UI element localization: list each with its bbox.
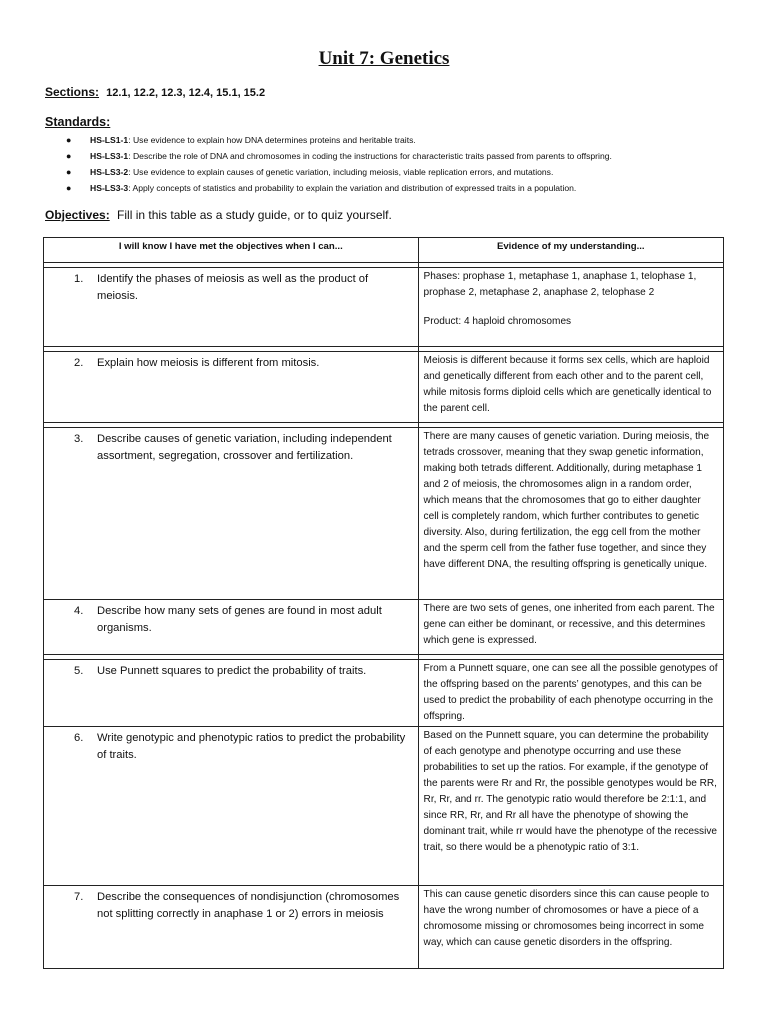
standard-text: : Describe the role of DNA and chromosomes in coding the instructions for characteristic traits passed from parents to offspring. — [128, 151, 612, 161]
header-evidence: Evidence of my understanding... — [418, 238, 723, 263]
standard-code: HS-LS3-2 — [90, 167, 129, 177]
bullet-icon: ● — [66, 167, 72, 177]
row-number: 6. — [74, 732, 84, 744]
row-number: 7. — [74, 891, 84, 903]
evidence-text: This can cause genetic disorders since this can cause people to have the wrong number of chromosomes or have a piece of a chromosome missing or chromosomes being incorrect in some way, which can cause genetic disorders in the offspring. — [423, 889, 710, 948]
objective-text: Use Punnett squares to predict the probability of traits. — [97, 665, 367, 677]
bullet-icon: ● — [66, 135, 72, 145]
evidence-text: Product: 4 haploid chromosomes — [423, 316, 572, 327]
table-row — [44, 660, 724, 727]
evidence-cell — [418, 727, 723, 886]
standard-item — [66, 148, 756, 164]
header-objectives: I will know I have met the objectives when I can... — [44, 238, 419, 263]
objective-cell — [44, 660, 419, 727]
standards-list — [66, 132, 756, 196]
standard-item — [66, 180, 756, 196]
objective-cell — [44, 428, 419, 600]
page-title: Unit 7: Genetics — [318, 48, 450, 69]
objective-text: Identify the phases of meiosis as well as the product of meiosis. — [97, 273, 369, 302]
evidence-text: Phases: prophase 1, metaphase 1, anaphase 1, telophase 1, prophase 2, metaphase 2, anaphase 2, telophase 2 — [423, 271, 697, 298]
objectives-table — [43, 237, 724, 969]
objectives-line — [45, 208, 392, 222]
objective-cell — [44, 268, 419, 347]
objectives-text: Fill in this table as a study guide, or to quiz yourself. — [117, 208, 392, 222]
objective-cell — [44, 886, 419, 969]
sections-line — [45, 85, 265, 99]
table-row — [44, 428, 724, 600]
standard-text: : Use evidence to explain causes of genetic variation, including meiosis, viable replication errors, and mutations. — [128, 167, 554, 177]
standard-code: HS-LS3-1 — [90, 151, 129, 161]
evidence-cell — [418, 352, 723, 423]
standard-text: : Apply concepts of statistics and probability to explain the variation and distribution of expressed traits in a population. — [128, 183, 577, 193]
row-number: 1. — [74, 273, 84, 285]
evidence-cell — [418, 428, 723, 600]
standard-item — [66, 132, 756, 148]
table-row — [44, 600, 724, 655]
objective-text: Describe how many sets of genes are found in most adult organisms. — [97, 605, 382, 634]
objective-cell — [44, 352, 419, 423]
row-number: 4. — [74, 605, 84, 617]
table-row — [44, 268, 724, 347]
standard-code: HS-LS3-3 — [90, 183, 129, 193]
row-number: 2. — [74, 357, 84, 369]
standard-code: HS-LS1-1 — [90, 135, 129, 145]
standard-text: : Use evidence to explain how DNA determines proteins and heritable traits. — [128, 135, 416, 145]
row-number: 3. — [74, 433, 84, 445]
evidence-text: There are many causes of genetic variation. During meiosis, the tetrads crossover, meaning that they swap genetic information, making both tetrads different. Additionally, during metaphase 1 and 2 of meiosis, the chromosomes align in a random order, which means that the chromosomes that go to either daughter cell is completely random, which further contributes to genetic diversity. Also, during fertilization, the egg cell from the mother and the sperm cell from the father fuse together, and since they have different DNA, the resulting offspring is genetically unique. — [423, 431, 710, 570]
sections-label: Sections: — [45, 85, 100, 99]
sections-value: 12.1, 12.2, 12.3, 12.4, 15.1, 15.2 — [106, 87, 266, 99]
evidence-text: Meiosis is different because it forms sex cells, which are haploid and genetically different from each other and to the parent cell, while mitosis forms diploid cells which are genetically identical to the parent cell. — [423, 355, 712, 414]
evidence-text: There are two sets of genes, one inherited from each parent. The gene can either be dominant, or recessive, and this determines which gene is expressed. — [423, 603, 715, 646]
table-row — [44, 352, 724, 423]
objectives-label: Objectives: — [45, 208, 110, 222]
objective-text: Write genotypic and phenotypic ratios to predict the probability of traits. — [97, 732, 406, 761]
evidence-text: Based on the Punnett square, you can determine the probability of each genotype and phenotype occurring and use these probabilities to set up the ratios. For example, if the genotype of the parents were Rr and Rr, the possible genotypes would be RR, Rr, Rr, and rr. The genotypic ratio would therefore be 2:1:1, and since RR, Rr, and Rr all have the phenotype of showing the dominant trait, while rr would have the phenotype of the recessive trait, so there would be a phenotypic ratio of 3:1. — [423, 730, 717, 853]
bullet-icon: ● — [66, 183, 72, 193]
evidence-text: From a Punnett square, one can see all the possible genotypes of the offspring based on the parents’ genotypes, and this can be used to predict the probability of each phenotype occurring in the offspring. — [423, 663, 718, 722]
standard-item — [66, 164, 756, 180]
standards-label: Standards: — [45, 115, 111, 129]
objective-cell — [44, 727, 419, 886]
row-number: 5. — [74, 665, 84, 677]
objective-text: Explain how meiosis is different from mitosis. — [97, 357, 320, 369]
evidence-cell — [418, 600, 723, 655]
objective-text: Describe the consequences of nondisjunction (chromosomes not splitting correctly in anaphase 1 or 2) errors in meiosis — [97, 891, 400, 920]
evidence-cell — [418, 660, 723, 727]
evidence-cell — [418, 268, 723, 347]
objective-cell — [44, 600, 419, 655]
objective-text: Describe causes of genetic variation, including independent assortment, segregation, crossover and fertilization. — [97, 433, 392, 462]
table-header-row — [44, 238, 724, 263]
evidence-cell — [418, 886, 723, 969]
bullet-icon: ● — [66, 151, 72, 161]
table-row — [44, 886, 724, 969]
table-row — [44, 727, 724, 886]
